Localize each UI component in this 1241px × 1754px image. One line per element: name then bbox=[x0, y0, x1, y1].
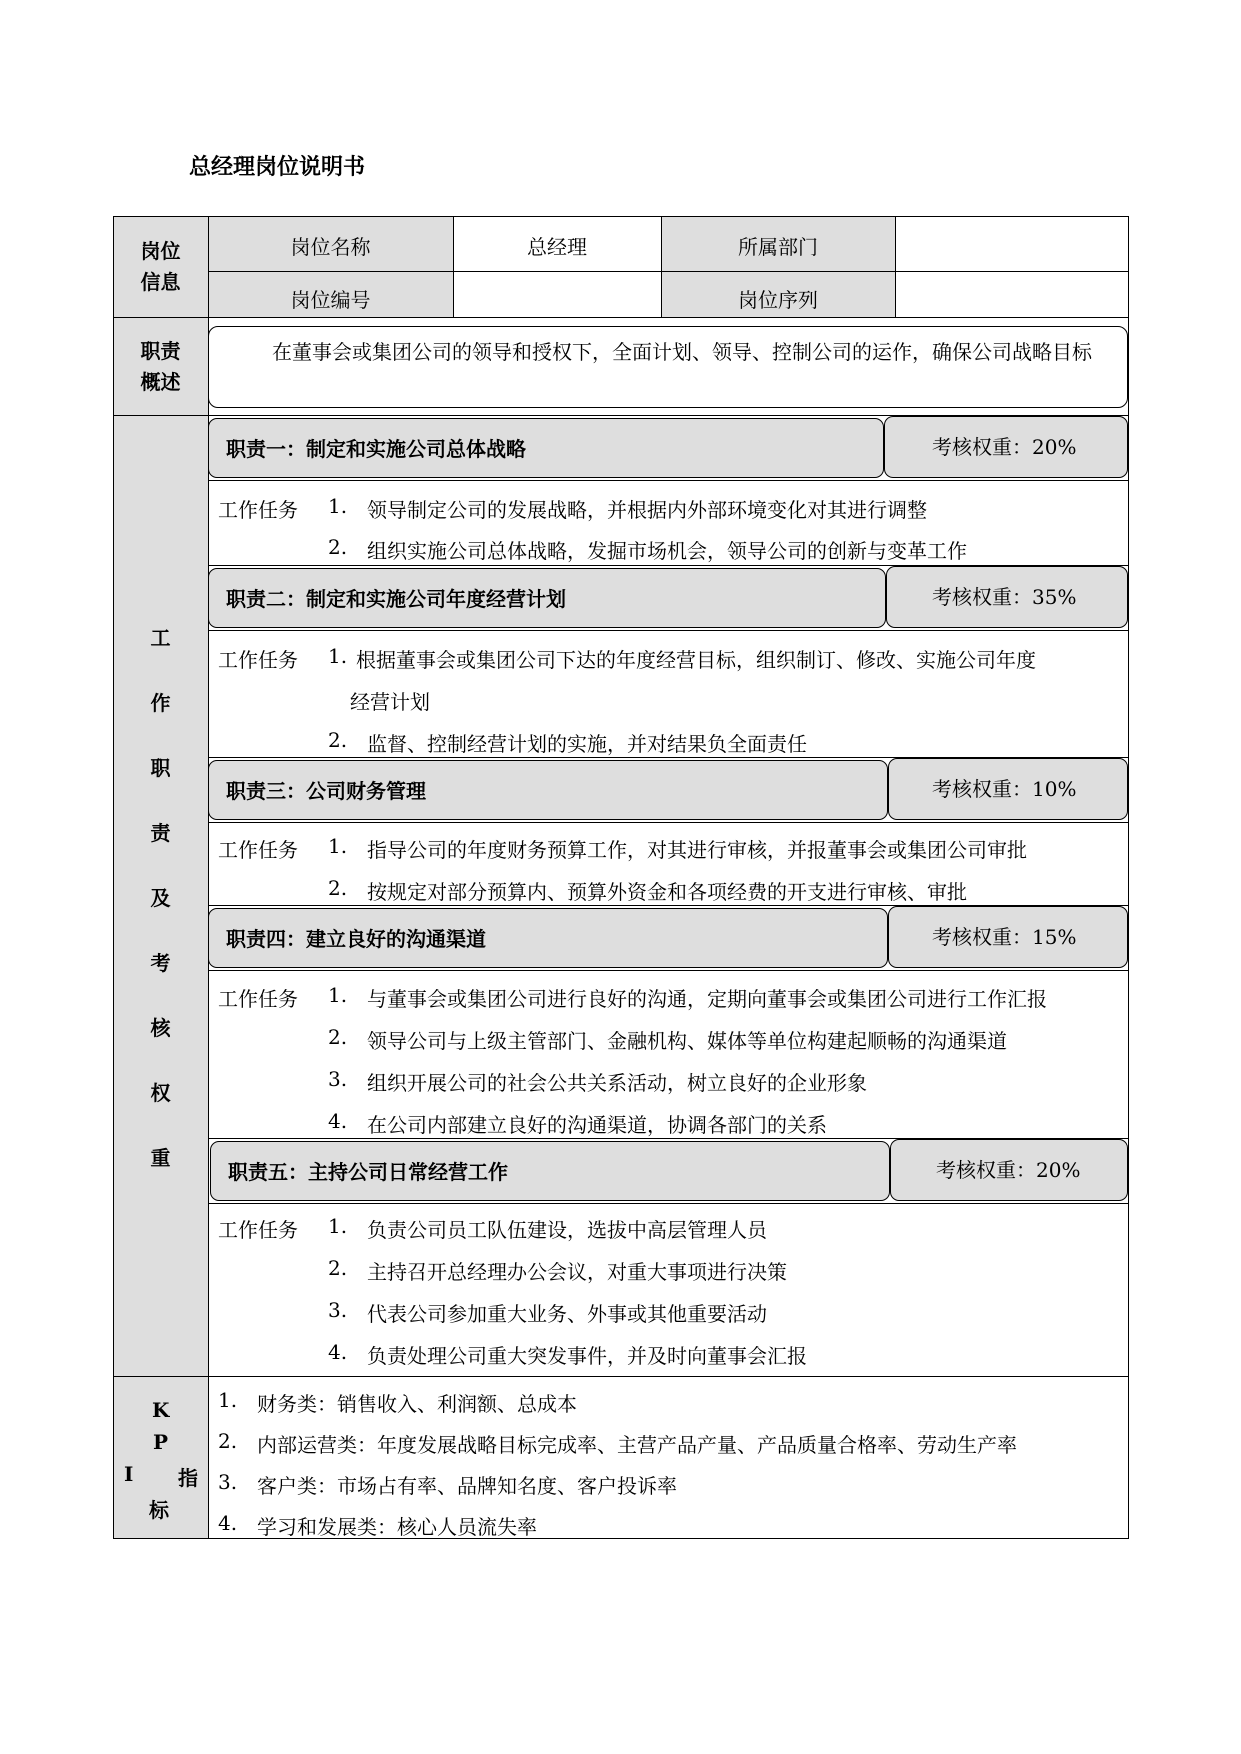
position-code-label: 岗位编号 bbox=[290, 288, 371, 312]
kpi-label-zhi: 指 bbox=[178, 1466, 198, 1490]
duty-4-task-4-num: 4. bbox=[328, 1109, 348, 1133]
kpi-item-1: 财务类：销售收入、利润额、总成本 bbox=[257, 1392, 577, 1416]
duty-3-task-label: 工作任务 bbox=[218, 838, 298, 862]
page-title: 总经理岗位说明书 bbox=[189, 155, 366, 180]
duty-5-task-2: 主持召开总经理办公会议，对重大事项进行决策 bbox=[367, 1260, 787, 1284]
kpi-item-4: 学习和发展类：核心人员流失率 bbox=[257, 1515, 537, 1539]
duty-3-task-2: 按规定对部分预算内、预算外资金和各项经费的开支进行审核、审批 bbox=[367, 880, 967, 904]
duty-2-task-label: 工作任务 bbox=[218, 648, 298, 672]
duty-4-task-4: 在公司内部建立良好的沟通渠道，协调各部门的关系 bbox=[367, 1113, 827, 1137]
duty-3-task-1: 指导公司的年度财务预算工作，对其进行审核，并报董事会或集团公司审批 bbox=[367, 838, 1027, 862]
kpi-item-1-num: 1. bbox=[218, 1388, 238, 1412]
duty-5-weight: 考核权重：20% bbox=[936, 1158, 1081, 1182]
info-row-divider bbox=[208, 271, 1128, 272]
duties-label-char-5: 及 bbox=[150, 886, 171, 910]
duty-2-task-1-num: 1. bbox=[328, 644, 348, 668]
duty-4-task-1: 与董事会或集团公司进行良好的沟通，定期向董事会或集团公司进行工作汇报 bbox=[367, 987, 1047, 1011]
duty-4-task-3-num: 3. bbox=[328, 1067, 348, 1091]
duty-5-task-1: 负责公司员工队伍建设，选拔中高层管理人员 bbox=[367, 1218, 767, 1242]
kpi-item-4-num: 4. bbox=[218, 1511, 238, 1535]
duties-label-char-7: 核 bbox=[150, 1016, 171, 1040]
position-info-label-line1: 岗位 bbox=[140, 239, 181, 263]
summary-text: 在董事会或集团公司的领导和授权下，全面计划、领导、控制公司的运作，确保公司战略目标 bbox=[272, 340, 1092, 364]
duties-label-char-3: 职 bbox=[150, 756, 171, 780]
position-name-label: 岗位名称 bbox=[290, 235, 371, 259]
duty-2-task-1: 根据董事会或集团公司下达的年度经营目标，组织制订、修改、实施公司年度 bbox=[356, 648, 1036, 672]
duties-label-char-6: 考 bbox=[150, 951, 171, 975]
summary-label-line1: 职责 bbox=[140, 339, 181, 363]
duty-3-divider bbox=[208, 822, 1128, 823]
duties-label-char-1: 工 bbox=[150, 626, 171, 650]
kpi-label-p: P bbox=[153, 1430, 169, 1454]
position-info-label bbox=[113, 236, 208, 298]
duties-label-char-4: 责 bbox=[150, 821, 171, 845]
duty-2-task-2-num: 2. bbox=[328, 728, 348, 752]
duties-label-char-8: 权 bbox=[150, 1081, 171, 1105]
duty-4-task-3: 组织开展公司的社会公共关系活动，树立良好的企业形象 bbox=[367, 1071, 867, 1095]
duty-4-task-2: 领导公司与上级主管部门、金融机构、媒体等单位构建起顺畅的沟通渠道 bbox=[367, 1029, 1007, 1053]
department-label: 所属部门 bbox=[738, 235, 818, 259]
duty-2-task-2: 监督、控制经营计划的实施，并对结果负全面责任 bbox=[367, 732, 807, 756]
duty-5-task-3-num: 3. bbox=[328, 1298, 348, 1322]
duty-3-title: 职责三：公司财务管理 bbox=[226, 779, 426, 803]
duty-2-task-1-cont: 经营计划 bbox=[350, 690, 430, 714]
kpi-label-biao: 标 bbox=[149, 1498, 169, 1522]
summary-label-line2: 概述 bbox=[140, 370, 181, 394]
duty-1-task-1-num: 1. bbox=[328, 494, 348, 518]
duty-2-weight: 考核权重：35% bbox=[932, 585, 1077, 609]
section-divider-kpi bbox=[113, 1376, 1129, 1377]
kpi-label-k: K bbox=[152, 1398, 170, 1422]
duty-5-title: 职责五：主持公司日常经营工作 bbox=[228, 1160, 508, 1184]
duties-label-char-2: 作 bbox=[150, 691, 171, 715]
position-name-value: 总经理 bbox=[527, 235, 587, 259]
duty-5-task-3: 代表公司参加重大业务、外事或其他重要活动 bbox=[367, 1302, 767, 1326]
duty-4-task-1-num: 1. bbox=[328, 983, 348, 1007]
duty-1-task-1: 领导制定公司的发展战略，并根据内外部环境变化对其进行调整 bbox=[367, 498, 927, 522]
duty-3-task-2-num: 2. bbox=[328, 876, 348, 900]
duty-1-divider bbox=[208, 480, 1128, 481]
duty-1-title: 职责一：制定和实施公司总体战略 bbox=[226, 437, 526, 461]
duty-2-title: 职责二：制定和实施公司年度经营计划 bbox=[226, 587, 566, 611]
duty-1-task-2-num: 2. bbox=[328, 535, 348, 559]
position-info-label-line2: 信息 bbox=[140, 270, 181, 294]
kpi-label-i: I bbox=[124, 1462, 134, 1486]
duty-4-divider bbox=[208, 970, 1128, 971]
duty-1-task-label: 工作任务 bbox=[218, 498, 298, 522]
kpi-item-3-num: 3. bbox=[218, 1470, 238, 1494]
duty-1-task-2: 组织实施公司总体战略，发掘市场机会，领导公司的创新与变革工作 bbox=[367, 539, 967, 563]
position-series-label: 岗位序列 bbox=[738, 288, 818, 312]
duties-label-char-9: 重 bbox=[150, 1146, 171, 1170]
duty-4-task-2-num: 2. bbox=[328, 1025, 348, 1049]
duty-5-task-4: 负责处理公司重大突发事件，并及时向董事会汇报 bbox=[367, 1344, 807, 1368]
kpi-item-2-num: 2. bbox=[218, 1429, 238, 1453]
duty-2-divider bbox=[208, 630, 1128, 631]
duty-4-weight: 考核权重：15% bbox=[932, 925, 1077, 949]
duty-5-task-2-num: 2. bbox=[328, 1256, 348, 1280]
duty-4-task-label: 工作任务 bbox=[218, 987, 298, 1011]
duty-3-task-1-num: 1. bbox=[328, 834, 348, 858]
duty-5-divider bbox=[208, 1203, 1128, 1204]
info-col-divider-3 bbox=[895, 217, 896, 317]
summary-label bbox=[113, 336, 208, 398]
duty-4-title: 职责四：建立良好的沟通渠道 bbox=[226, 927, 486, 951]
kpi-item-3: 客户类：市场占有率、品牌知名度、客户投诉率 bbox=[257, 1474, 677, 1498]
duty-3-weight: 考核权重：10% bbox=[932, 777, 1077, 801]
duty-5-task-1-num: 1. bbox=[328, 1214, 348, 1238]
duty-1-weight: 考核权重：20% bbox=[932, 435, 1077, 459]
kpi-item-2: 内部运营类：年度发展战略目标完成率、主营产品产量、产品质量合格率、劳动生产率 bbox=[257, 1433, 1017, 1457]
duty-5-task-4-num: 4. bbox=[328, 1340, 348, 1364]
section-divider-summary bbox=[113, 317, 1129, 318]
duty-5-task-label: 工作任务 bbox=[218, 1218, 298, 1242]
